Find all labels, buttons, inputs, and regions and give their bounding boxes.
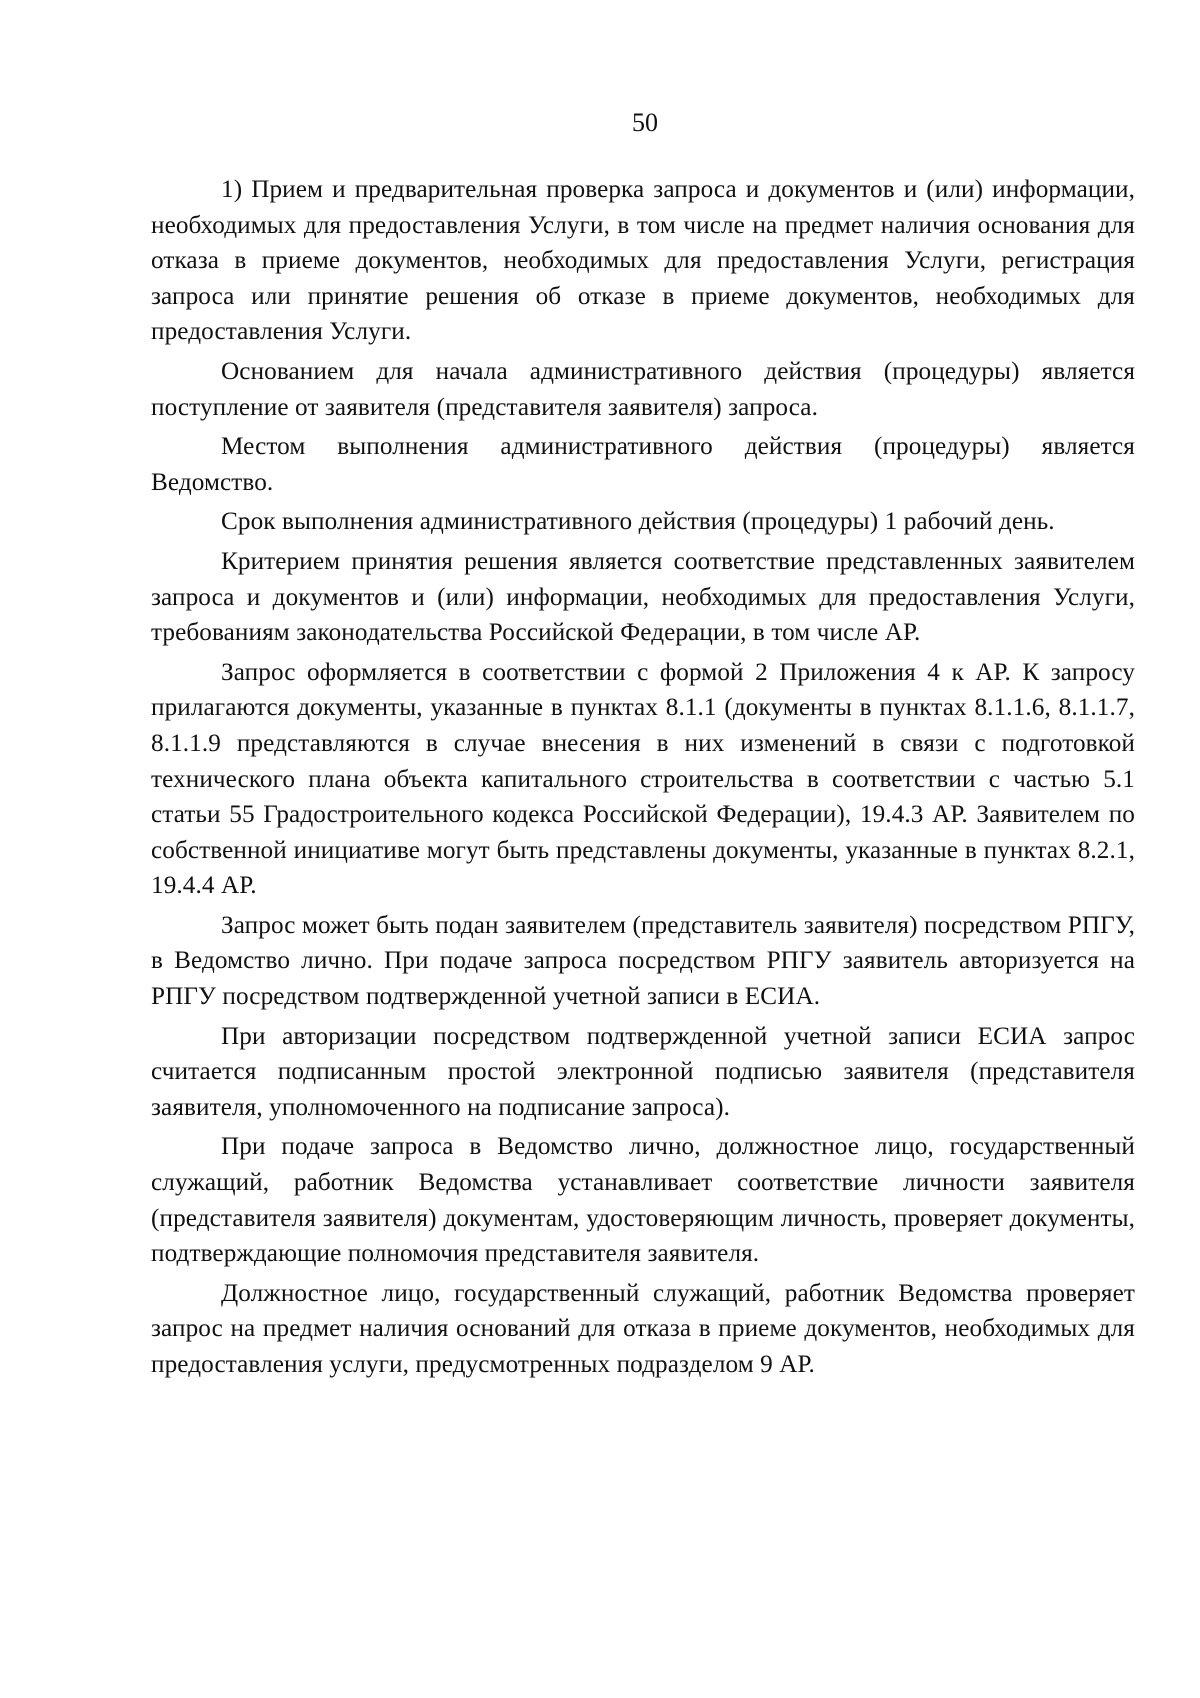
page-number: 50: [632, 108, 658, 137]
document-body: [151, 172, 1135, 1387]
paragraph-submission: Запрос может быть подан заявителем (представитель заявителя) посредством РПГУ, в Ведомство лично. При подаче запроса посредством РПГУ заявитель авторизуется на РПГУ посредством подтвержденной учетной записи в ЕСИА.: [151, 911, 1135, 1011]
paragraph-verification: Должностное лицо, государственный служащий, работник Ведомства проверяет запрос на предмет наличия оснований для отказа в приеме документов, необходимых для предоставления услуги, предусмотренных подразделом 9 АР.: [151, 1279, 1135, 1378]
paragraph-reception-and-check: 1) Прием и предварительная проверка запроса и документов и (или) информации, необходимых для предоставления Услуги, в том числе на предмет наличия основания для отказа в приеме документов, необходимых для предоставления Услуги, регистрация запроса или принятие решения об отказе в приеме документов, необходимых для предоставления Услуги.: [151, 176, 1135, 346]
paragraph-term: Срок выполнения административного действия (процедуры) 1 рабочий день.: [221, 508, 1055, 536]
paragraph-in-person: При подаче запроса в Ведомство лично, должностное лицо, государственный служащий, работник Ведомства устанавливает соответствие личности заявителя (представителя заявителя) документам, удостоверяющим личность, проверяет документы, подтверждающие полномочия представителя заявителя.: [151, 1133, 1135, 1268]
paragraph-authorization: При авторизации посредством подтвержденной учетной записи ЕСИА запрос считается подписанным простой электронной подписью заявителя (представителя заявителя, уполномоченного на подписание запроса).: [151, 1022, 1135, 1121]
paragraph-basis: Основанием для начала административного действия (процедуры) является поступление от заявителя (представителя заявителя) запроса.: [151, 357, 1135, 421]
paragraph-criterion: Критерием принятия решения является соответствие представленных заявителем запроса и документов и (или) информации, необходимых для предоставления Услуги, требованиям законодательства Российской Федерации, в том числе АР.: [151, 547, 1135, 647]
paragraph-place: Местом выполнения административного действия (процедуры) является Ведомство.: [151, 433, 1135, 496]
paragraph-request-form: Запрос оформляется в соответствии с формой 2 Приложения 4 к АР. К запросу прилагаются документы, указанные в пунктах 8.1.1 (документы в пунктах 8.1.1.6, 8.1.1.7, 8.1.1.9 представляются в случае внесения в них изменений в связи с подготовкой технического плана объекта капитального строительства в соответствии с частью 5.1 статьи 55 Градостроительного кодекса Российской Федерации), 19.4.3 АР. Заявителем по собственной инициативе могут быть представлены документы, указанные в пунктах 8.2.1, 19.4.4 АР.: [151, 658, 1135, 900]
